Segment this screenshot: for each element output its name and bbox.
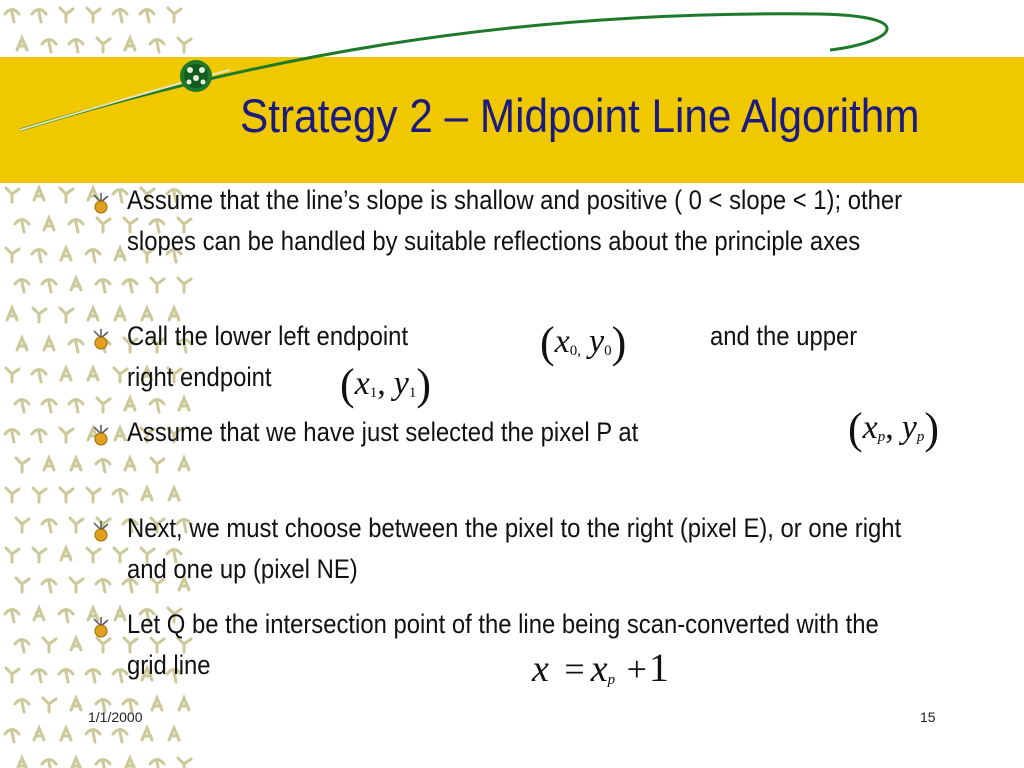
math-paren: (: [340, 360, 355, 409]
pattern-glyph: [16, 518, 29, 532]
bullet-2-text-after: and the upper: [710, 321, 858, 351]
pattern-glyph: [151, 278, 164, 292]
pattern-glyph: [32, 430, 46, 443]
math-sub: p: [916, 429, 925, 445]
pattern-glyph: [34, 728, 44, 740]
pattern-glyph: [32, 370, 46, 383]
math-sep: ,: [577, 343, 581, 359]
pattern-glyph: [113, 190, 127, 203]
pattern-glyph: [113, 730, 127, 743]
math-op: +: [626, 649, 647, 689]
math-paren: (: [540, 318, 555, 367]
math-var: x: [590, 648, 608, 690]
math-var: y: [393, 365, 409, 402]
pattern-glyph: [114, 548, 127, 562]
pattern-glyph: [6, 248, 19, 262]
footer-date: 1/1/2000: [88, 709, 143, 725]
pattern-glyph: [42, 580, 56, 593]
pattern-glyph: [115, 428, 125, 440]
pattern-glyph: [86, 730, 100, 743]
pattern-glyph: [125, 398, 135, 410]
pattern-glyph: [42, 280, 56, 293]
pattern-glyph: [97, 638, 110, 652]
pattern-glyph: [15, 400, 29, 413]
pattern-glyph: [70, 518, 83, 532]
math-var: x: [354, 365, 370, 402]
math-paren: (: [848, 404, 863, 453]
pattern-glyph: [96, 280, 110, 293]
pattern-glyph: [151, 458, 164, 472]
pattern-glyph: [150, 760, 164, 768]
math-number: 1: [648, 645, 669, 690]
pattern-glyph: [15, 640, 29, 653]
pattern-glyph: [43, 698, 56, 712]
pattern-glyph: [71, 638, 81, 650]
bullet-text: [127, 180, 919, 262]
pattern-glyph: [87, 488, 100, 502]
pattern-glyph: [69, 400, 83, 413]
pattern-glyph: [61, 368, 71, 380]
pattern-glyph: [6, 548, 19, 562]
bullet-text: [127, 316, 532, 357]
pattern-glyph: [42, 760, 56, 768]
pattern-glyph: [123, 280, 137, 293]
pattern-glyph: [125, 458, 135, 470]
pattern-glyph: [34, 188, 44, 200]
pattern-glyph: [60, 488, 73, 502]
pattern-glyph: [33, 308, 46, 322]
pattern-glyph: [16, 458, 29, 472]
math-sub: p: [607, 672, 616, 688]
math-var: y: [589, 323, 605, 360]
pattern-glyph: [142, 728, 152, 740]
pattern-glyph: [61, 548, 71, 560]
pattern-glyph: [6, 188, 19, 202]
pattern-glyph: [59, 610, 73, 623]
math-endpoint-lower-left: [540, 312, 627, 367]
sparkle-bullet-icon: [90, 424, 112, 446]
pattern-glyph: [96, 580, 110, 593]
pattern-glyph: [114, 368, 127, 382]
bullet-2-text-line2: right endpoint: [127, 362, 272, 392]
pattern-glyph: [6, 368, 19, 382]
math-sub: 1: [408, 385, 417, 401]
pattern-glyph: [71, 758, 81, 768]
pattern-glyph: [150, 400, 164, 413]
pattern-glyph: [178, 278, 191, 292]
pattern-glyph: [34, 608, 44, 620]
pattern-glyph: [44, 338, 54, 350]
sparkle-bullet-icon: [90, 520, 112, 542]
pattern-glyph: [169, 488, 179, 500]
math-paren: ): [924, 404, 939, 453]
pattern-glyph: [179, 398, 189, 410]
pattern-glyph: [152, 698, 162, 710]
math-op: =: [564, 649, 585, 689]
pattern-glyph: [179, 698, 189, 710]
math-var: x: [862, 409, 878, 446]
pattern-glyph: [5, 430, 19, 443]
pattern-glyph: [71, 458, 81, 470]
pattern-glyph: [70, 578, 83, 592]
bullet-text: [127, 412, 919, 453]
sparkle-bullet-icon: [90, 328, 112, 350]
pattern-glyph: [15, 220, 29, 233]
pattern-glyph: [42, 400, 56, 413]
pattern-glyph: [142, 488, 152, 500]
pattern-glyph: [17, 758, 27, 768]
bullet-text: [127, 357, 361, 398]
pattern-glyph: [32, 670, 46, 683]
bullet-2-text-before: Call the lower left endpoint: [127, 321, 409, 351]
pattern-glyph: [33, 548, 46, 562]
math-pixel-p: [848, 398, 939, 453]
pattern-glyph: [32, 250, 46, 263]
pattern-glyph: [17, 338, 27, 350]
math-sub: 0: [604, 343, 612, 359]
pattern-glyph: [97, 398, 110, 412]
pattern-glyph: [115, 248, 125, 260]
pattern-glyph: [61, 728, 71, 740]
math-var: x: [532, 648, 549, 690]
pattern-glyph: [7, 308, 17, 320]
pattern-glyph: [69, 340, 83, 353]
pattern-glyph: [16, 578, 29, 592]
pattern-glyph: [125, 758, 135, 768]
bullet-5-text: Let Q be the intersection point of the line being scan-converted with the grid line: [127, 609, 879, 680]
bullet-text: [127, 508, 919, 590]
math-paren: ): [611, 318, 627, 367]
pattern-glyph: [113, 670, 127, 683]
pattern-glyph: [115, 608, 125, 620]
bullet-text: [710, 316, 944, 357]
pattern-glyph: [86, 250, 100, 263]
math-endpoint-upper-right: [340, 354, 431, 409]
pattern-glyph: [96, 760, 110, 768]
pattern-glyph: [43, 638, 56, 652]
pattern-glyph: [71, 278, 81, 290]
pattern-glyph: [69, 220, 83, 233]
pattern-glyph: [115, 308, 125, 320]
math-var: y: [901, 409, 917, 446]
pattern-glyph: [178, 758, 191, 768]
math-sep: ,: [885, 409, 894, 446]
pattern-glyph: [87, 548, 100, 562]
math-sub: p: [877, 429, 886, 445]
pattern-glyph: [5, 610, 19, 623]
math-gridline-equation: [532, 644, 669, 691]
logo-icon: [180, 60, 212, 92]
math-sub: 0: [569, 343, 578, 359]
pattern-glyph: [60, 308, 73, 322]
pattern-glyph: [97, 218, 110, 232]
pattern-glyph: [33, 488, 46, 502]
math-var: x: [554, 323, 570, 360]
pattern-glyph: [88, 368, 98, 380]
pattern-glyph: [6, 668, 19, 682]
sparkle-bullet-icon: [90, 616, 112, 638]
bullet-text: [127, 604, 883, 686]
pattern-glyph: [44, 458, 54, 470]
footer-page-number: 15: [920, 709, 936, 725]
pattern-glyph: [179, 458, 189, 470]
slide-title: Strategy 2 – Midpoint Line Algorithm: [240, 89, 920, 142]
pattern-glyph: [88, 308, 98, 320]
bullet-1-text: Assume that the line’s slope is shallow and positive ( 0 < slope < 1); other slopes can be handled by suitable reflections about the principle axes: [127, 185, 903, 256]
math-paren: ): [416, 360, 431, 409]
pattern-glyph: [113, 490, 127, 503]
pattern-glyph: [86, 670, 100, 683]
pattern-glyph: [96, 460, 110, 473]
pattern-glyph: [59, 670, 73, 683]
pattern-glyph: [169, 728, 179, 740]
math-sub: 1: [369, 385, 378, 401]
sparkle-bullet-icon: [90, 192, 112, 214]
pattern-glyph: [60, 428, 73, 442]
pattern-glyph: [6, 488, 19, 502]
pattern-glyph: [15, 700, 29, 713]
bullet-3-text: Assume that we have just selected the pixel P at: [127, 417, 639, 447]
bullet-4-text: Next, we must choose between the pixel to the right (pixel E), or one right and one up (pixel NE): [127, 513, 902, 584]
pattern-glyph: [71, 698, 81, 710]
pattern-glyph: [42, 520, 56, 533]
pattern-glyph: [5, 730, 19, 743]
pattern-glyph: [15, 280, 29, 293]
pattern-glyph: [61, 248, 71, 260]
math-sep: ,: [377, 365, 386, 402]
pattern-glyph: [44, 218, 54, 230]
pattern-glyph: [60, 188, 73, 202]
